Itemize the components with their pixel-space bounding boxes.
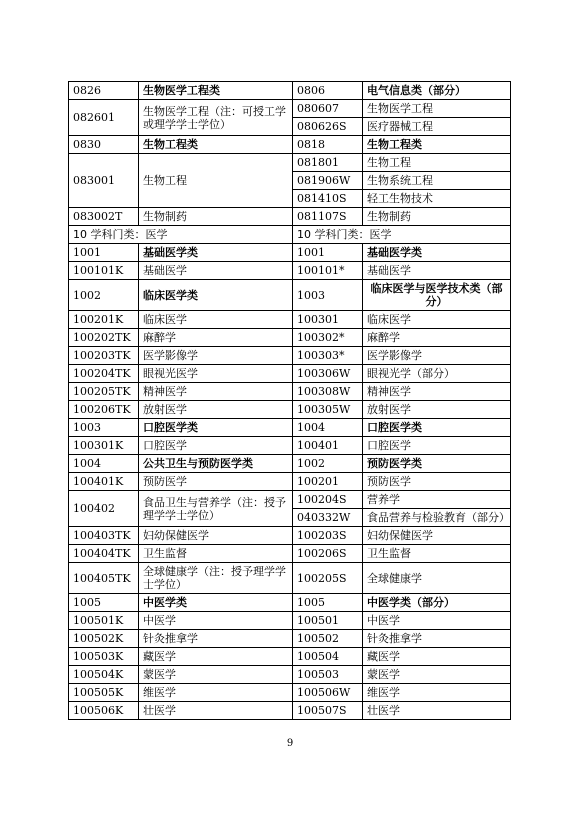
table-cell: 100203TK xyxy=(69,347,139,365)
table-cell: 中医学 xyxy=(363,612,511,630)
table-row xyxy=(69,419,511,437)
table-cell: 全球健康学 xyxy=(363,563,511,594)
table-cell: 100504K xyxy=(69,666,139,684)
table-row xyxy=(69,666,511,684)
table-cell: 081801 xyxy=(293,154,363,172)
table-cell: 100501K xyxy=(69,612,139,630)
table-cell: 100204S xyxy=(293,491,363,509)
page-number: 9 xyxy=(286,738,294,749)
table-cell: 藏医学 xyxy=(363,648,511,666)
table-cell: 轻工生物技术 xyxy=(363,190,511,208)
table-row xyxy=(69,563,511,594)
table-cell: 0818 xyxy=(293,136,363,154)
table-cell: 100404TK xyxy=(69,545,139,563)
table-cell: 麻醉学 xyxy=(363,329,511,347)
table-cell: 100503K xyxy=(69,648,139,666)
category-cell: 生物工程类 xyxy=(139,136,293,154)
table-cell: 生物系统工程 xyxy=(363,172,511,190)
table-cell: 基础医学 xyxy=(363,262,511,280)
table-cell: 1005 xyxy=(69,594,139,612)
table-cell: 080607 xyxy=(293,100,363,118)
table-cell: 100507S xyxy=(293,702,363,720)
table-cell: 针灸推拿学 xyxy=(139,630,293,648)
table-cell: 1004 xyxy=(69,455,139,473)
table-cell: 眼视光医学 xyxy=(139,365,293,383)
table-row xyxy=(69,702,511,720)
table-row xyxy=(69,630,511,648)
table-cell: 100308W xyxy=(293,383,363,401)
table-cell: 壮医学 xyxy=(363,702,511,720)
table-row xyxy=(69,455,511,473)
category-cell: 基础医学类 xyxy=(139,244,293,262)
section-header-cell: 10 学科门类：医学 xyxy=(69,226,293,244)
table-row xyxy=(69,545,511,563)
table-row xyxy=(69,208,511,226)
table-row xyxy=(69,100,511,118)
table-row xyxy=(69,280,511,311)
table-cell: 100503 xyxy=(293,666,363,684)
table-cell: 1004 xyxy=(293,419,363,437)
table-cell: 100204TK xyxy=(69,365,139,383)
table-cell: 081410S xyxy=(293,190,363,208)
category-cell: 预防医学类 xyxy=(363,455,511,473)
table-cell: 卫生监督 xyxy=(139,545,293,563)
table-cell: 100206TK xyxy=(69,401,139,419)
table-cell: 精神医学 xyxy=(139,383,293,401)
table-cell: 082601 xyxy=(69,100,139,136)
table-cell: 100206S xyxy=(293,545,363,563)
category-cell: 电气信息类（部分） xyxy=(363,82,511,100)
table-row xyxy=(69,365,511,383)
table-cell: 100504 xyxy=(293,648,363,666)
table-cell: 083001 xyxy=(69,154,139,208)
table-cell: 蒙医学 xyxy=(139,666,293,684)
category-cell: 基础医学类 xyxy=(363,244,511,262)
table-cell: 100303* xyxy=(293,347,363,365)
table-row xyxy=(69,329,511,347)
table-cell: 精神医学 xyxy=(363,383,511,401)
table-cell: 生物制药 xyxy=(139,208,293,226)
table-cell: 全球健康学（注：授予理学学士学位） xyxy=(139,563,293,594)
table-cell: 100201K xyxy=(69,311,139,329)
category-cell: 生物工程类 xyxy=(363,136,511,154)
table-cell: 100502 xyxy=(293,630,363,648)
table-cell: 临床医学 xyxy=(363,311,511,329)
table-cell: 临床医学 xyxy=(139,311,293,329)
table-cell: 1001 xyxy=(293,244,363,262)
table-cell: 医学影像学 xyxy=(139,347,293,365)
table-cell: 1002 xyxy=(69,280,139,311)
table-cell: 100306W xyxy=(293,365,363,383)
table-cell: 口腔医学 xyxy=(139,437,293,455)
category-cell: 口腔医学类 xyxy=(363,419,511,437)
table-cell: 100405TK xyxy=(69,563,139,594)
table-cell: 100506K xyxy=(69,702,139,720)
table-cell: 医疗器械工程 xyxy=(363,118,511,136)
table-cell: 维医学 xyxy=(363,684,511,702)
table-cell: 100101K xyxy=(69,262,139,280)
table-cell: 1005 xyxy=(293,594,363,612)
table-row xyxy=(69,383,511,401)
table-cell: 100502K xyxy=(69,630,139,648)
table-row xyxy=(69,244,511,262)
table-cell: 生物医学工程（注：可授工学或理学学士学位） xyxy=(139,100,293,136)
table-cell: 蒙医学 xyxy=(363,666,511,684)
category-cell: 临床医学与医学技术类（部分） xyxy=(363,280,511,311)
table-cell: 0830 xyxy=(69,136,139,154)
table-cell: 食品营养与检验教育（部分） xyxy=(363,509,511,527)
table-cell: 放射医学 xyxy=(139,401,293,419)
table-cell: 040332W xyxy=(293,509,363,527)
major-comparison-table xyxy=(68,81,511,720)
table-cell: 100302* xyxy=(293,329,363,347)
table-row xyxy=(69,437,511,455)
table-cell: 1001 xyxy=(69,244,139,262)
table-row xyxy=(69,648,511,666)
table-cell: 麻醉学 xyxy=(139,329,293,347)
table-row xyxy=(69,262,511,280)
table-cell: 100301 xyxy=(293,311,363,329)
table-cell: 100101* xyxy=(293,262,363,280)
table-row xyxy=(69,136,511,154)
table-cell: 100401 xyxy=(293,437,363,455)
table-row xyxy=(69,491,511,509)
table-cell: 1002 xyxy=(293,455,363,473)
table-row xyxy=(69,594,511,612)
category-cell: 临床医学类 xyxy=(139,280,293,311)
table-cell: 100506W xyxy=(293,684,363,702)
table-row xyxy=(69,473,511,491)
table-cell: 100501 xyxy=(293,612,363,630)
table-cell: 基础医学 xyxy=(139,262,293,280)
category-cell: 公共卫生与预防医学类 xyxy=(139,455,293,473)
table-row xyxy=(69,226,511,244)
table-cell: 080626S xyxy=(293,118,363,136)
table-cell: 083002T xyxy=(69,208,139,226)
table-cell: 100205TK xyxy=(69,383,139,401)
table-cell: 医学影像学 xyxy=(363,347,511,365)
category-cell: 口腔医学类 xyxy=(139,419,293,437)
category-cell: 生物医学工程类 xyxy=(139,82,293,100)
table-cell: 100201 xyxy=(293,473,363,491)
table-row xyxy=(69,684,511,702)
table-cell: 卫生监督 xyxy=(363,545,511,563)
table-cell: 0826 xyxy=(69,82,139,100)
table-cell: 100205S xyxy=(293,563,363,594)
table-cell: 营养学 xyxy=(363,491,511,509)
table-cell: 100401K xyxy=(69,473,139,491)
table-row xyxy=(69,311,511,329)
table-cell: 壮医学 xyxy=(139,702,293,720)
table-cell: 妇幼保健医学 xyxy=(139,527,293,545)
table-cell: 眼视光学（部分） xyxy=(363,365,511,383)
table-cell: 口腔医学 xyxy=(363,437,511,455)
table-cell: 生物工程 xyxy=(139,154,293,208)
table-cell: 1003 xyxy=(69,419,139,437)
table-row xyxy=(69,347,511,365)
table-cell: 妇幼保健医学 xyxy=(363,527,511,545)
table-row xyxy=(69,527,511,545)
table-cell: 0806 xyxy=(293,82,363,100)
table-cell: 放射医学 xyxy=(363,401,511,419)
category-cell: 中医学类 xyxy=(139,594,293,612)
table-cell: 针灸推拿学 xyxy=(363,630,511,648)
table-cell: 维医学 xyxy=(139,684,293,702)
table-cell: 预防医学 xyxy=(139,473,293,491)
table-cell: 100203S xyxy=(293,527,363,545)
table-cell: 100505K xyxy=(69,684,139,702)
table-cell: 生物医学工程 xyxy=(363,100,511,118)
table-row xyxy=(69,82,511,100)
table-cell: 生物制药 xyxy=(363,208,511,226)
table-cell: 100305W xyxy=(293,401,363,419)
table-cell: 100202TK xyxy=(69,329,139,347)
table-row xyxy=(69,612,511,630)
category-cell: 中医学类（部分） xyxy=(363,594,511,612)
table-cell: 1003 xyxy=(293,280,363,311)
table-cell: 食品卫生与营养学（注：授予理学学士学位） xyxy=(139,491,293,527)
table-cell: 预防医学 xyxy=(363,473,511,491)
table-cell: 生物工程 xyxy=(363,154,511,172)
table-cell: 藏医学 xyxy=(139,648,293,666)
table-cell: 081906W xyxy=(293,172,363,190)
table-row xyxy=(69,154,511,172)
table-cell: 中医学 xyxy=(139,612,293,630)
table-cell: 081107S xyxy=(293,208,363,226)
table-cell: 100301K xyxy=(69,437,139,455)
table-cell: 100403TK xyxy=(69,527,139,545)
section-header-cell: 10 学科门类：医学 xyxy=(293,226,511,244)
table-row xyxy=(69,401,511,419)
table-cell: 100402 xyxy=(69,491,139,527)
